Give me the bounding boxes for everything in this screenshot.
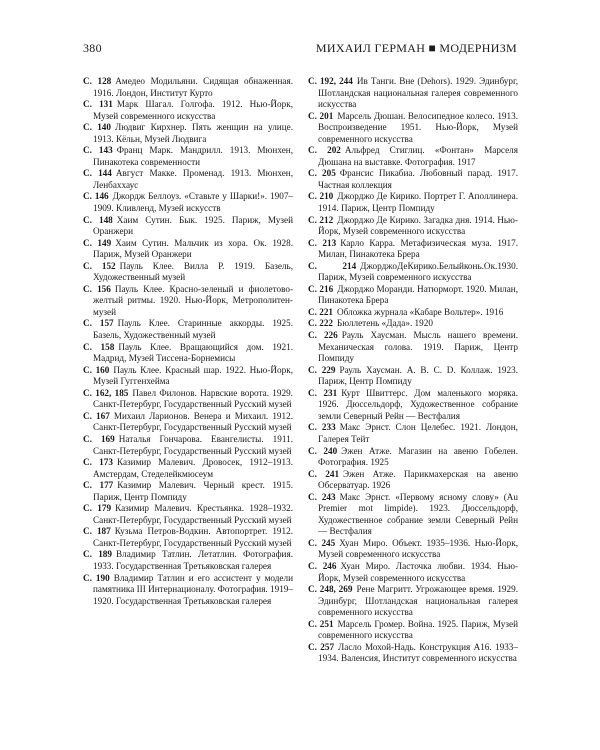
- illustration-entry: [83, 76, 293, 99]
- illustration-entry: [83, 549, 293, 572]
- page-reference: С. 158: [83, 341, 115, 352]
- entry-description: Владимир Татлин. Летатлин. Фотография. 1933. Государственная Третьяковская галерея: [93, 549, 293, 571]
- illustration-entry: [308, 261, 518, 284]
- page-reference: С. 226: [308, 330, 338, 341]
- page-reference: С. 160: [83, 364, 110, 375]
- illustration-entry: [308, 469, 518, 492]
- illustration-entry: [83, 365, 293, 388]
- page-reference: С. 212: [308, 214, 334, 225]
- entry-description: Бюллетень «Дада». 1920: [337, 318, 433, 329]
- page-reference: С. 156: [83, 283, 111, 294]
- entry-description: Казимир Малевич. Дровосек, 1912–1913. Амстердам, Стеделейкмюсеум: [93, 457, 293, 479]
- running-title: МИХАИЛ ГЕРМАН ■ МОДЕРНИЗМ: [315, 41, 517, 55]
- page-reference: С. 128: [83, 76, 112, 86]
- page-reference: С. 221: [308, 306, 334, 317]
- illustration-entry: [83, 503, 293, 526]
- illustration-entry: [308, 318, 518, 330]
- illustration-entry: [83, 480, 293, 503]
- illustration-entry: [83, 457, 293, 480]
- illustration-entry: [308, 111, 518, 146]
- page-reference: С. 140: [83, 122, 111, 133]
- entry-description: Павел Филонов. Нарвские ворота. 1929. Санкт-Петербург, Государственный Русский музей: [93, 387, 293, 410]
- page-reference: С. 243: [308, 491, 336, 502]
- page-reference: С. 177: [83, 480, 114, 491]
- page-reference: С. 231: [308, 387, 338, 398]
- entry-description: Хаим Сутин. Бык. 1925. Париж, Музей Оранжери: [93, 214, 293, 237]
- page-reference: С. 213: [308, 237, 337, 248]
- entry-description: Хуан Миро. Объект. 1935–1936. Нью-Йорк, Музей современного искусства: [318, 537, 518, 560]
- entry-description: Людвиг Кирхнер. Пять женщин на улице. 1913. Кёльн, Музей Людвига: [93, 122, 293, 144]
- entry-description: Август Макке. Променад. 1913. Мюнхен, Ленбаххаус: [93, 168, 294, 190]
- page-reference: С. 248, 269: [308, 584, 353, 595]
- illustration-entry: [83, 318, 293, 341]
- illustration-entry: [83, 168, 293, 191]
- illustration-entry: [83, 573, 293, 608]
- page-reference: С. 192, 244: [308, 76, 353, 86]
- entry-description: Марк Шагал. Голгофа. 1912. Нью-Йорк, Музей современного искусства: [93, 99, 293, 121]
- page-reference: С. 157: [83, 318, 114, 329]
- entry-description: Эжен Атже. Магазин на авеню Гобелен. Фотография. 1925: [318, 445, 518, 468]
- entry-description: Марсель Дюшан. Велосипедное колесо. 1913. Воспроизведение 1951. Нью-Йорк, Музей современного искусства: [318, 110, 518, 144]
- entry-description: Марсель Громер. Война. 1925. Париж, Музей современного искусства: [318, 618, 518, 641]
- illustration-entry: [308, 538, 518, 561]
- entry-description: Ласло Мохой-Надь. Конструкция А16. 1933–1934. Валенсия, Институт современного искусства: [318, 641, 518, 664]
- right-column: [308, 76, 518, 665]
- illustration-entry: [308, 168, 518, 191]
- page-reference: С. 173: [83, 457, 113, 468]
- page-reference: С. 202: [308, 145, 341, 156]
- page-reference: С. 233: [308, 422, 336, 433]
- page-reference: С. 251: [308, 618, 334, 629]
- page-reference: С. 143: [83, 145, 113, 156]
- left-column: [83, 76, 293, 607]
- illustration-entry: [83, 388, 293, 411]
- illustration-entry: [308, 76, 518, 111]
- page-reference: С. 189: [83, 549, 112, 560]
- entry-description: Макс Эрнст. Слон Целебес. 1921. Лондон, Галерея Тейт: [318, 422, 518, 444]
- entry-description: Курт Швиттерс. Дом маленького моряка. 1926. Дюссельдорф, Художественное собрание земли Северный Рейн — Вестфалия: [318, 387, 518, 421]
- page-reference: С. 131: [83, 99, 113, 110]
- entry-description: Альфред Стиглиц. «Фонтан» Марселя Дюшана на выставке. Фотография. 1917: [318, 145, 518, 167]
- entry-description: Пауль Клее. Красный шар. 1922. Нью-Йорк, Музей Гуггенхейма: [93, 364, 293, 387]
- page-reference: С. 241: [308, 468, 340, 479]
- entry-description: Казимир Малевич. Черный крест. 1915. Париж, Центр Помпиду: [93, 480, 293, 502]
- entry-description: Рауль Хаусман. A. B. C. D. Коллаж. 1923. Париж, Центр Помпиду: [318, 364, 518, 387]
- illustration-entry: [83, 238, 293, 261]
- illustration-entry: [83, 122, 293, 145]
- page-reference: С. 229: [308, 364, 336, 375]
- entry-description: Рауль Хаусман. Мысль нашего времени. Механическая голова. 1919. Париж, Центр Помпиду: [318, 330, 519, 364]
- illustration-entry: [308, 388, 518, 423]
- page-reference: С. 169: [83, 433, 115, 444]
- page-reference: С. 167: [83, 410, 110, 421]
- entry-description: Обложка журнала «Кабаре Вольтер». 1916: [337, 306, 504, 317]
- entry-description: Макс Эрнст. «Первому ясному слову» (Au Premier mot limpide). 1923. Дюссельдорф, Художественное собрание земли Северный Рейн — Вестфалия: [318, 491, 518, 537]
- entry-description: Ив Танги. Вне (Dehors). 1929. Эдинбург, Шотландская национальная галерея современного искусства: [318, 76, 518, 110]
- page-header: [83, 40, 517, 56]
- page-reference: С. 187: [83, 526, 111, 537]
- page-reference: С. 146: [83, 191, 109, 202]
- page-reference: С. 201: [308, 110, 334, 121]
- entry-description: Джорджо Де Кирико. Загадка дня. 1914. Нью-Йорк, Музей современного искусства: [318, 214, 518, 237]
- illustration-entry: [83, 284, 293, 319]
- entry-description: Михаил Ларионов. Венера и Михаил. 1912. Санкт-Петербург, Государственный Русский музей: [93, 410, 293, 433]
- page-reference: С. 179: [83, 503, 112, 514]
- illustration-entry: [308, 191, 518, 214]
- entry-description: Казимир Малевич. Крестьянка. 1928–1932. Санкт-Петербург, Государственный Русский музей: [93, 503, 293, 525]
- illustration-entry: [308, 492, 518, 538]
- entry-description: Эжен Атже. Парикмахерская на авеню Обсерватуар. 1926: [318, 468, 518, 491]
- illustration-entry: [308, 422, 518, 445]
- illustration-entry: [308, 619, 518, 642]
- entry-description: Пауль Клее. Вилла Р. 1919. Базель, Художественный музей: [93, 260, 293, 283]
- page-reference: С. 210: [308, 191, 334, 202]
- entry-description: Хуан Миро. Ласточка любви. 1934. Нью-Йорк, Музей современного искусства: [318, 560, 518, 583]
- illustration-entry: [83, 99, 293, 122]
- illustration-entry: [308, 238, 518, 261]
- illustration-entry: [83, 191, 293, 214]
- illustration-entry: [83, 434, 293, 457]
- page-reference: С. 214: [308, 260, 357, 271]
- page-reference: С. 148: [83, 214, 113, 225]
- page-reference: С. 144: [83, 168, 112, 179]
- page-reference: С. 152: [83, 260, 116, 271]
- entry-description: Владимир Татлин и его ассистент у модели памятника III Интернационалу. Фотография. 1919–1920. Государственная Третьяковская галерея: [93, 572, 293, 606]
- page-reference: С. 246: [308, 560, 337, 571]
- page-reference: С. 240: [308, 445, 338, 456]
- illustration-entry: [83, 215, 293, 238]
- illustration-entry: [83, 526, 293, 549]
- page-reference: С. 149: [83, 237, 112, 248]
- illustration-entry: [308, 307, 518, 319]
- page-reference: С. 245: [308, 537, 336, 548]
- illustration-entry: [308, 642, 518, 665]
- illustration-entry: [83, 261, 293, 284]
- page-reference: С. 222: [308, 318, 334, 329]
- entry-description: Франсис Пикабиа. Любовный парад. 1917. Частная коллекция: [318, 168, 519, 190]
- illustration-entry: [308, 561, 518, 584]
- illustration-entry: [308, 584, 518, 619]
- entry-description: Джордж Беллоуз. «Ставьте у Шарки!». 1907–1909. Кливленд, Музей искусств: [93, 191, 294, 214]
- entry-description: Джорджо Де Кирико. Портрет Г. Аполлинера. 1914. Париж, Центр Помпиду: [318, 191, 518, 214]
- illustration-entry: [83, 145, 293, 168]
- page-reference: С. 190: [83, 572, 110, 583]
- page-reference: С. 216: [308, 283, 334, 294]
- illustration-entry: [308, 446, 518, 469]
- page-reference: С. 162, 185: [83, 387, 129, 398]
- entry-description: Рене Магритт. Угрожающее время. 1929. Эдинбург, Шотландская национальная галерея современного искусства: [318, 584, 518, 618]
- entry-description: Амедео Модильяни. Сидящая обнаженная. 1916. Лондон, Институт Курто: [93, 76, 293, 98]
- illustration-entry: [83, 411, 293, 434]
- page-reference: С. 257: [308, 641, 335, 652]
- illustration-entry: [308, 330, 518, 365]
- entry-description: Пауль Клее. Старинные аккорды. 1925. Базель, Художественный музей: [93, 318, 293, 341]
- entry-description: ДжорджоДеКирико.Белыйконь.Ок.1930. Париж, Музей современного искусства: [318, 260, 518, 283]
- page-reference: С. 205: [308, 168, 336, 179]
- entry-description: Наталья Гончарова. Евангелисты. 1911. Санкт-Петербург, Государственный Русский музей: [93, 433, 293, 456]
- illustration-entry: [83, 342, 293, 365]
- entry-description: Франц Марк. Мандрилл. 1913. Мюнхен, Пинакотека современности: [93, 145, 293, 167]
- entry-description: Пауль Клее. Красно-зеленый и фиолетово-желтый ритмы. 1920. Нью-Йорк, Метрополитен-музей: [93, 283, 293, 317]
- illustration-entry: [308, 284, 518, 307]
- entry-description: Хаим Сутин. Мальчик из хора. Ок. 1928. Париж, Музей Оранжери: [93, 237, 293, 260]
- page-number: 380: [83, 41, 102, 55]
- illustration-entry: [308, 145, 518, 168]
- entry-description: Джорджо Моранди. Натюрморт. 1920. Милан, Пинакотека Брера: [318, 283, 518, 306]
- entry-description: Кузьма Петров-Водкин. Автопортрет. 1912. Санкт-Петербург, Государственный Русский музей: [93, 526, 293, 548]
- entry-description: Карло Карра. Метафизическая муза. 1917. Милан, Пинакотека Брера: [318, 237, 518, 260]
- illustration-entry: [308, 215, 518, 238]
- illustration-entry: [308, 365, 518, 388]
- entry-description: Пауль Клее. Вращающийся дом. 1921. Мадрид, Музей Тиссена-Борнемисы: [93, 341, 294, 364]
